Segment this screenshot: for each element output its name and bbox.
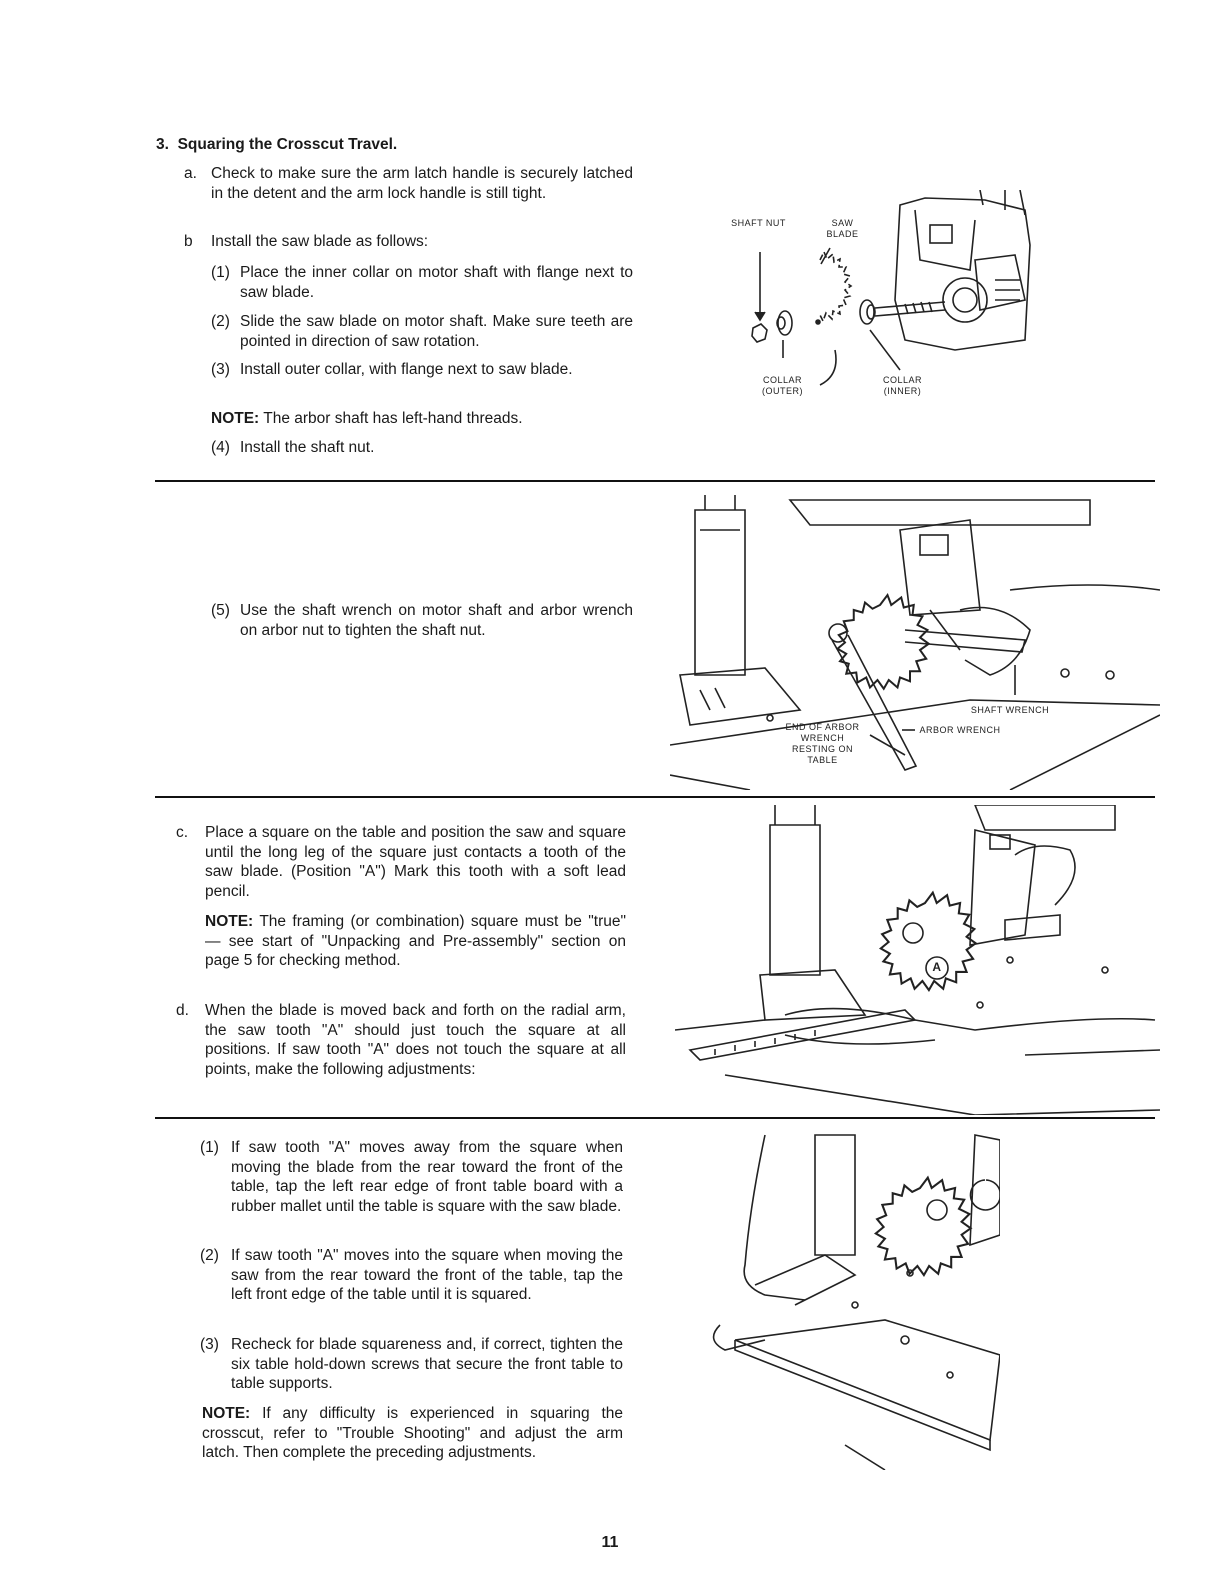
- note-text: If any difficulty is experienced in squaring the crosscut, refer to "Trouble Shooting" and adjust the arm latch. Then complete the preceding adjustments.: [202, 1405, 623, 1462]
- note-framing-square: [205, 912, 626, 971]
- label-collar-inner: COLLAR (INNER): [882, 375, 922, 396]
- label-end-of-arbor-wrench: END OF ARBOR WRENCH RESTING ON TABLE: [785, 722, 860, 765]
- note-trouble-shooting: [202, 1404, 623, 1463]
- figure-wrench-tightening: [670, 490, 1160, 790]
- step-d2-text: If saw tooth "A" moves into the square when moving the saw from the rear toward the front of the table, tap the left front edge of the table until it is squared.: [231, 1247, 623, 1304]
- label-arbor-wrench: ARBOR WRENCH: [919, 725, 1001, 735]
- section-title: Squaring the Crosscut Travel.: [177, 136, 398, 153]
- label-saw-blade: SAW BLADE: [826, 218, 859, 239]
- note-label: NOTE:: [211, 410, 260, 427]
- step-c-mark: c.: [176, 824, 189, 841]
- label-collar-outer: COLLAR (OUTER): [762, 375, 803, 396]
- step-b4-text: Install the shaft nut.: [240, 439, 375, 456]
- step-b-text: Install the saw blade as follows:: [211, 233, 429, 250]
- label-position-a: A: [932, 960, 942, 974]
- step-b1-text: Place the inner collar on motor shaft with flange next to saw blade.: [240, 264, 633, 301]
- section-heading: [156, 135, 397, 155]
- table-adjustment-drawing: [705, 1125, 1000, 1470]
- square-drawing: [675, 805, 1160, 1115]
- step-b3-mark: (3): [211, 361, 230, 378]
- note-text: The arbor shaft has left-hand threads.: [263, 410, 523, 427]
- note-text: The framing (or combination) square must be "true" — see start of "Unpacking and Pre-assembly" section on page 5 for checking method.: [205, 913, 627, 970]
- note-label: NOTE:: [205, 913, 254, 930]
- step-b2-text: Slide the saw blade on motor shaft. Make sure teeth are pointed in direction of saw rotation.: [240, 313, 633, 350]
- note-label: NOTE:: [202, 1405, 251, 1422]
- wrench-drawing: [670, 490, 1160, 790]
- figure-square-position-a: [675, 805, 1160, 1115]
- label-shaft-nut: SHAFT NUT: [731, 218, 786, 228]
- step-c-text: Place a square on the table and position the saw and square until the long leg of the square just contacts a tooth of the saw blade. (Position "A") Mark this tooth with a soft lead pencil.: [205, 824, 626, 900]
- step-b2-mark: (2): [211, 313, 230, 330]
- section-number: 3.: [156, 136, 169, 153]
- step-b5-mark: (5): [211, 602, 230, 619]
- section-divider-3: [155, 1117, 1155, 1119]
- step-a-mark: a.: [184, 165, 197, 182]
- step-b-mark: b: [184, 233, 193, 250]
- step-b1-mark: (1): [211, 264, 230, 281]
- step-d1-mark: (1): [200, 1139, 219, 1156]
- page-number: 11: [601, 1534, 619, 1551]
- section-divider-2: [155, 796, 1155, 798]
- step-d-text: When the blade is moved back and forth on the radial arm, the saw tooth "A" should just touch the square at all positions. If saw tooth "A" does not touch the square at all points, make the following adjustments:: [205, 1002, 626, 1078]
- note-arbor-threads: [211, 409, 633, 429]
- step-b3-text: Install outer collar, with flange next to saw blade.: [240, 361, 573, 378]
- figure-saw-blade-assembly: [725, 190, 1055, 415]
- step-b5-text: Use the shaft wrench on motor shaft and arbor wrench on arbor nut to tighten the shaft nut.: [240, 602, 633, 639]
- step-d3-mark: (3): [200, 1336, 219, 1353]
- step-d-mark: d.: [176, 1002, 189, 1019]
- section-divider-1: [155, 480, 1155, 482]
- step-d1-text: If saw tooth "A" moves away from the square when moving the blade from the rear toward the front of the table, tap the left rear edge of front table board with a rubber mallet until the table is square with the saw blade.: [231, 1139, 623, 1215]
- label-shaft-wrench: SHAFT WRENCH: [970, 705, 1050, 715]
- step-d2-mark: (2): [200, 1247, 219, 1264]
- step-a-text: Check to make sure the arm latch handle is securely latched in the detent and the arm lock handle is still tight.: [211, 165, 633, 202]
- step-b4-mark: (4): [211, 439, 230, 456]
- step-d3-text: Recheck for blade squareness and, if correct, tighten the six table hold-down screws that secure the front table to table supports.: [231, 1336, 623, 1393]
- figure-table-adjustment: [705, 1125, 1000, 1470]
